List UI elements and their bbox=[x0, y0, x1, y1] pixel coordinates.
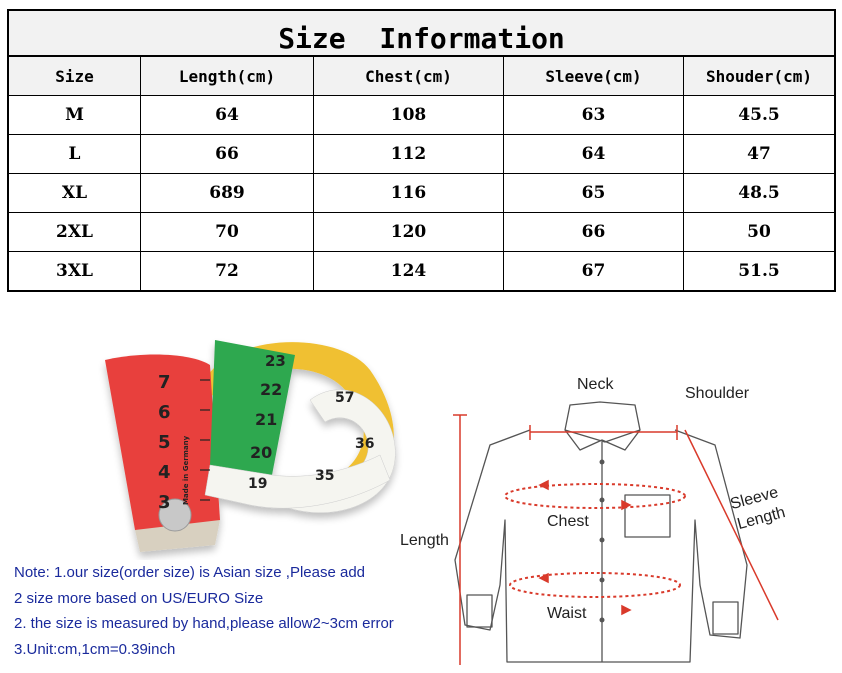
table-cell: 3XL bbox=[9, 252, 141, 290]
label-shoulder: Shoulder bbox=[685, 385, 750, 402]
label-sleeve-length: Length bbox=[735, 503, 788, 534]
table-title: Size Information bbox=[9, 11, 834, 57]
table-cell: XL bbox=[9, 174, 141, 212]
table-cell: 51.5 bbox=[738, 261, 780, 281]
table-cell: 45.5 bbox=[738, 105, 780, 126]
table-cell: 65 bbox=[504, 174, 684, 212]
label-chest: Chest bbox=[547, 513, 589, 530]
table-row bbox=[9, 96, 834, 135]
tape-number: 57 bbox=[335, 390, 355, 406]
table-cell: 48.5 bbox=[738, 183, 780, 204]
tape-number: 22 bbox=[260, 380, 283, 399]
table-cell: 689 bbox=[141, 174, 314, 212]
table-row bbox=[9, 252, 834, 290]
note-line: 2. the size is measured by hand,please allow2~3cm error bbox=[14, 615, 394, 632]
size-table bbox=[7, 9, 836, 292]
table-cell: 72 bbox=[141, 252, 314, 290]
shirt-measurement-diagram bbox=[395, 370, 842, 669]
tape-number: 36 bbox=[355, 436, 375, 452]
measuring-tape-illustration bbox=[10, 330, 420, 560]
tape-number: 4 bbox=[158, 462, 171, 483]
table-cell: 70 bbox=[141, 213, 314, 251]
table-cell: 108 bbox=[314, 96, 504, 134]
header-length: Length(cm) bbox=[141, 57, 314, 95]
table-cell: 50 bbox=[747, 222, 771, 243]
table-cell: 124 bbox=[314, 252, 504, 290]
table-cell: 64 bbox=[504, 135, 684, 173]
tape-number: 21 bbox=[255, 410, 278, 429]
note-line: 3.Unit:cm,1cm=0.39inch bbox=[14, 640, 176, 658]
tape-number: 3 bbox=[158, 492, 171, 513]
label-length: Length bbox=[400, 532, 449, 549]
tape-number: 5 bbox=[158, 432, 171, 453]
note-line: 2 size more based on US/EURO Size bbox=[14, 589, 264, 607]
label-waist: Waist bbox=[547, 605, 587, 622]
table-cell: 63 bbox=[504, 96, 684, 134]
table-row bbox=[9, 213, 834, 252]
table-cell: 66 bbox=[141, 135, 314, 173]
tape-brand-text: Made in Germany bbox=[182, 435, 190, 505]
table-cell: 112 bbox=[314, 135, 504, 173]
label-sleeve: Sleeve bbox=[728, 483, 781, 514]
table-cell: 47 bbox=[747, 144, 771, 165]
header-size: Size bbox=[9, 57, 141, 95]
table-cell: 2XL bbox=[9, 213, 141, 251]
table-cell: L bbox=[9, 135, 141, 173]
tape-number: 35 bbox=[315, 468, 335, 484]
tape-number: 19 bbox=[248, 476, 268, 492]
table-cell: 116 bbox=[314, 174, 504, 212]
table-row bbox=[9, 135, 834, 174]
table-row bbox=[9, 174, 834, 213]
tape-number: 23 bbox=[265, 352, 286, 370]
table-cell: 120 bbox=[314, 213, 504, 251]
note-line: Note: 1.our size(order size) is Asian size ,Please add bbox=[14, 564, 365, 581]
table-cell: M bbox=[9, 96, 141, 134]
table-header-row bbox=[9, 57, 834, 96]
size-notes bbox=[14, 560, 394, 662]
tape-number: 7 bbox=[158, 372, 171, 393]
table-cell: 64 bbox=[141, 96, 314, 134]
header-sleeve: Sleeve(cm) bbox=[504, 57, 684, 95]
header-shoulder: Shouder(cm) bbox=[706, 66, 812, 86]
table-cell: 66 bbox=[504, 213, 684, 251]
header-chest: Chest(cm) bbox=[314, 57, 504, 95]
table-cell: 67 bbox=[504, 252, 684, 290]
tape-number: 6 bbox=[158, 402, 171, 423]
tape-number: 20 bbox=[250, 443, 273, 462]
label-neck: Neck bbox=[577, 376, 614, 393]
